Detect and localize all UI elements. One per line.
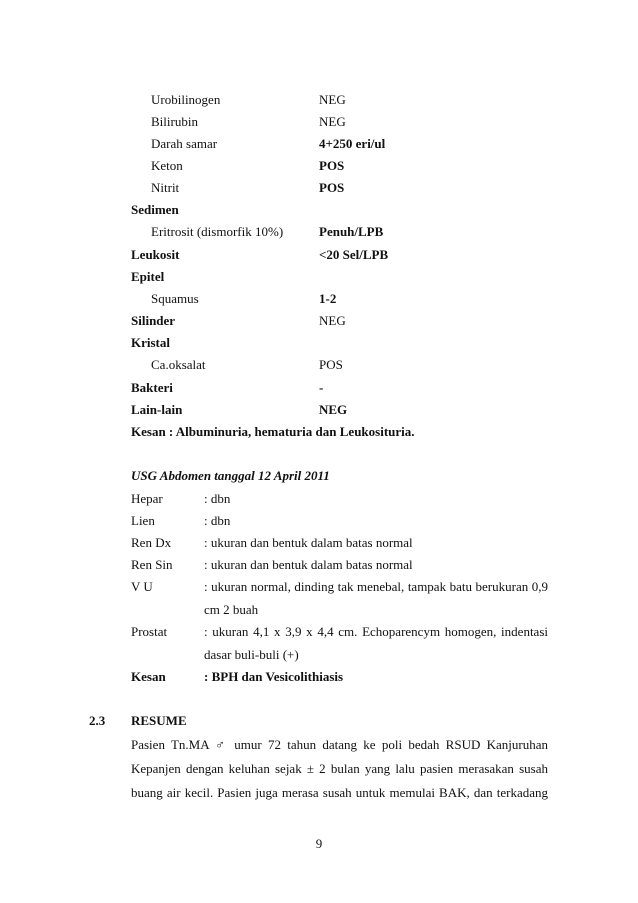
lab-section-label: Bakteri xyxy=(131,380,173,395)
usg-value: : ukuran dan bentuk dalam batas normal xyxy=(204,535,413,550)
lab-label: Nitrit xyxy=(151,180,180,195)
lab-value: POS xyxy=(319,357,343,372)
lab-value: 4+250 eri/ul xyxy=(319,136,386,151)
usg-value-continued: cm 2 buah xyxy=(204,602,259,617)
usg-value: : dbn xyxy=(204,491,231,506)
lab-value: 1-2 xyxy=(319,291,337,306)
lab-label: Darah samar xyxy=(151,136,218,151)
usg-value-continued: dasar buli-buli (+) xyxy=(204,647,299,662)
usg-label: Ren Dx xyxy=(131,535,172,550)
lab-value: POS xyxy=(319,158,345,173)
lab-value: NEG xyxy=(319,114,346,129)
lab-value: Penuh/LPB xyxy=(319,224,384,239)
lab-label: Ca.oksalat xyxy=(151,357,206,372)
usg-label: Ren Sin xyxy=(131,557,173,572)
lab-section-label: Silinder xyxy=(131,313,176,328)
usg-value: : ukuran normal, dinding tak menebal, tampak batu berukuran 0,9 xyxy=(204,579,548,594)
usg-value: : ukuran 4,1 x 3,9 x 4,4 cm. Echoparencym homogen, indentasi xyxy=(204,624,548,639)
usg-label: Lien xyxy=(131,513,155,528)
lab-value: - xyxy=(319,380,324,395)
usg-value: : ukuran dan bentuk dalam batas normal xyxy=(204,557,413,572)
lab-kesan: Kesan : Albuminuria, hematuria dan Leukosituria. xyxy=(131,424,415,439)
resume-line: buang air kecil. Pasien juga merasa susah untuk memulai BAK, dan terkadang xyxy=(131,785,548,800)
lab-value: POS xyxy=(319,180,345,195)
usg-label: Hepar xyxy=(131,491,163,506)
lab-label: Keton xyxy=(151,158,183,173)
lab-section-label: Epitel xyxy=(131,269,165,284)
lab-value: <20 Sel/LPB xyxy=(319,247,389,262)
resume-line: Kepanjen dengan keluhan sejak ± 2 bulan yang lalu pasien merasakan susah xyxy=(131,761,548,776)
lab-section-label: Sedimen xyxy=(131,202,179,217)
lab-value: NEG xyxy=(319,313,346,328)
lab-label: Bilirubin xyxy=(151,114,198,129)
usg-label: Kesan xyxy=(131,669,166,684)
lab-value: NEG xyxy=(319,402,348,417)
lab-section-label: Kristal xyxy=(131,335,170,350)
lab-value: NEG xyxy=(319,92,346,107)
usg-label: Prostat xyxy=(131,624,168,639)
lab-section-label: Leukosit xyxy=(131,247,180,262)
usg-value: : dbn xyxy=(204,513,231,528)
usg-title: USG Abdomen tanggal 12 April 2011 xyxy=(131,468,330,483)
resume-line: Pasien Tn.MA ♂ umur 72 tahun datang ke poli bedah RSUD Kanjuruhan xyxy=(131,737,548,752)
section-number: 2.3 xyxy=(89,713,106,728)
usg-value: : BPH dan Vesicolithiasis xyxy=(204,669,344,684)
lab-section-label: Lain-lain xyxy=(131,402,183,417)
lab-label: Urobilinogen xyxy=(151,92,221,107)
section-heading: RESUME xyxy=(131,713,187,728)
usg-label: V U xyxy=(131,579,153,594)
lab-label: Squamus xyxy=(151,291,199,306)
lab-label: Eritrosit (dismorfik 10%) xyxy=(151,224,284,239)
page-number: 9 xyxy=(315,836,323,851)
